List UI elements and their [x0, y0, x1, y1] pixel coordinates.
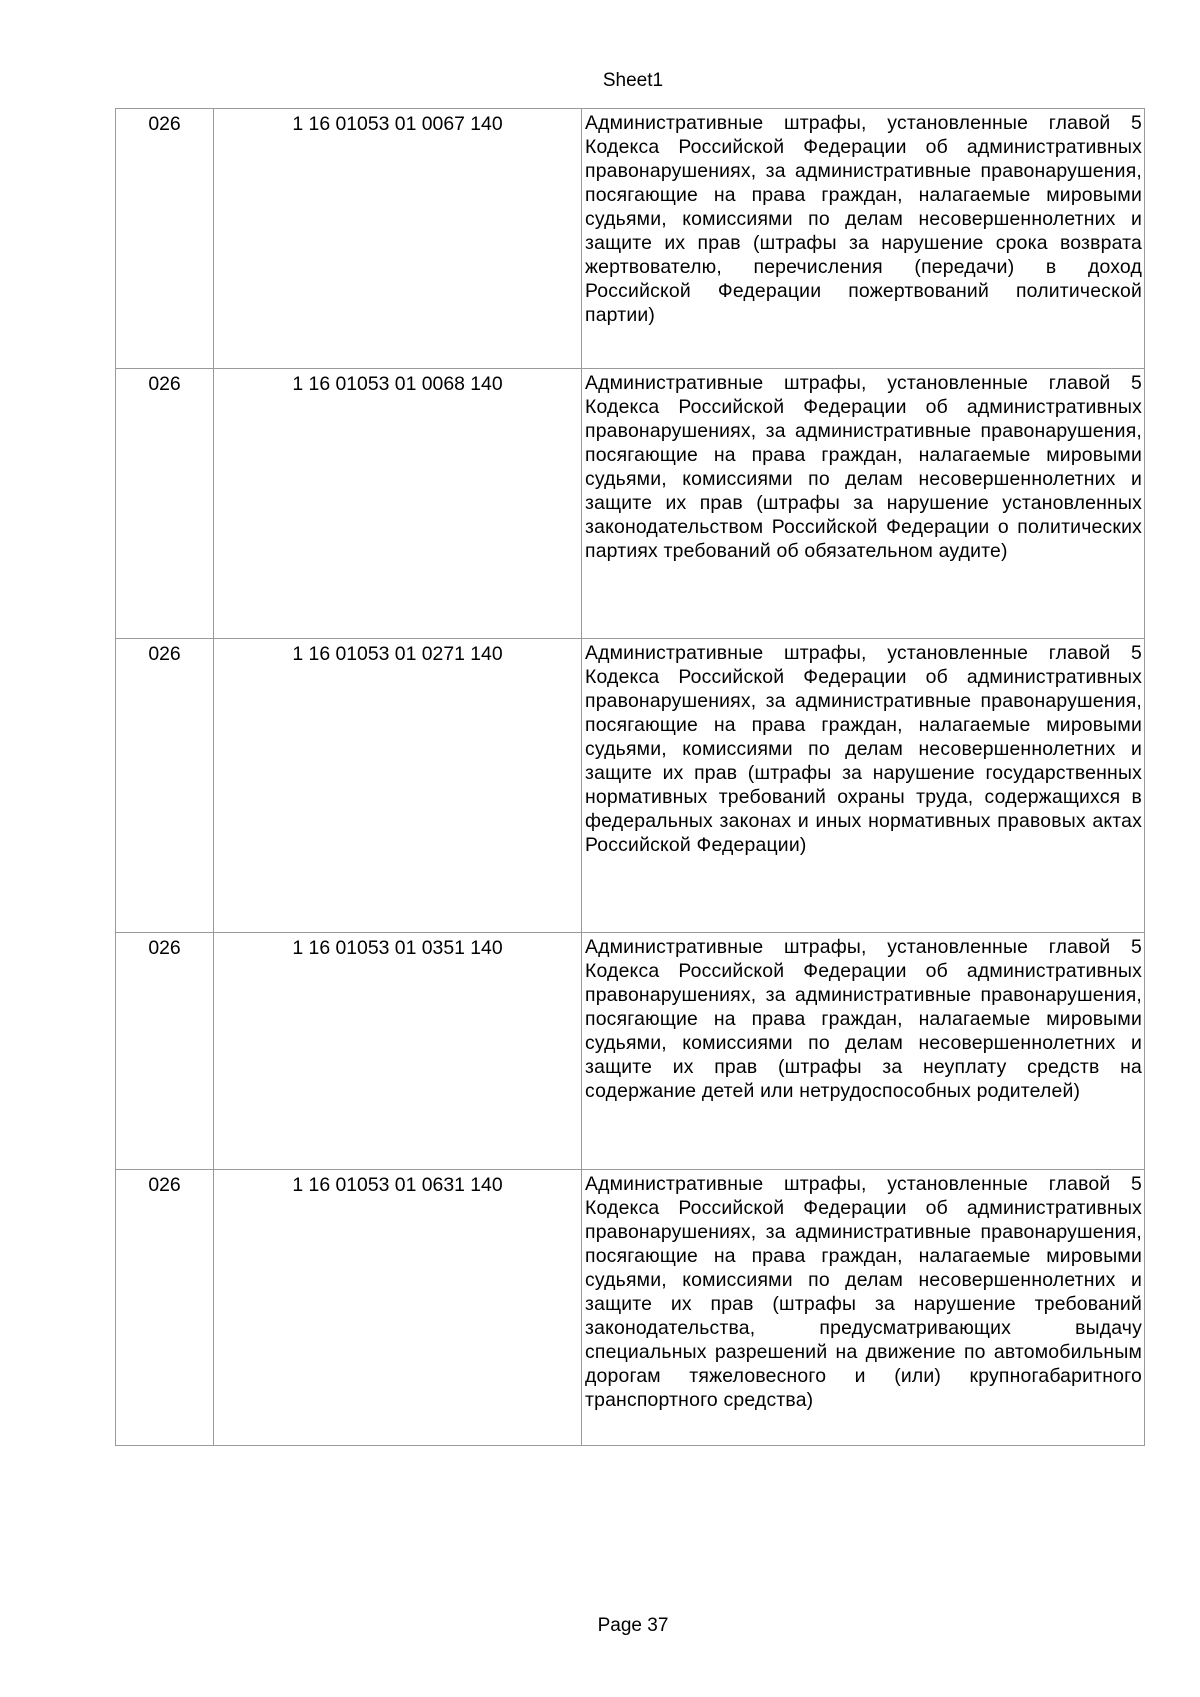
admin-code-cell: 026 — [116, 933, 214, 1170]
admin-code-cell: 026 — [116, 369, 214, 639]
kbk-code-cell: 1 16 01053 01 0067 140 — [214, 109, 582, 369]
page-number: Page 37 — [597, 1615, 669, 1636]
kbk-code-cell: 1 16 01053 01 0351 140 — [214, 933, 582, 1170]
table-row — [116, 109, 1145, 369]
budget-classification-table — [115, 108, 1145, 1446]
description-cell: Административные штрафы, установленные главой 5 Кодекса Российской Федерации об административных правонарушениях, за административные правонарушения, посягающие на права граждан, налагаемые мировыми судьями, комиссиями по делам несовершеннолетних и защите их прав (штрафы за нарушение установленных законодательством Российской Федерации о политических партиях требований об обязательном аудите) — [582, 369, 1145, 639]
sheet-title: Sheet1 — [602, 70, 664, 91]
admin-code-cell: 026 — [116, 1170, 214, 1446]
kbk-code-cell: 1 16 01053 01 0068 140 — [214, 369, 582, 639]
table-row — [116, 369, 1145, 639]
admin-code-cell: 026 — [116, 639, 214, 933]
description-cell: Административные штрафы, установленные главой 5 Кодекса Российской Федерации об административных правонарушениях, за административные правонарушения, посягающие на права граждан, налагаемые мировыми судьями, комиссиями по делам несовершеннолетних и защите их прав (штрафы за неуплату средств на содержание детей или нетрудоспособных родителей) — [582, 933, 1145, 1170]
kbk-code-cell: 1 16 01053 01 0631 140 — [214, 1170, 582, 1446]
kbk-code-cell: 1 16 01053 01 0271 140 — [214, 639, 582, 933]
table-row — [116, 933, 1145, 1170]
description-cell: Административные штрафы, установленные главой 5 Кодекса Российской Федерации об административных правонарушениях, за административные правонарушения, посягающие на права граждан, налагаемые мировыми судьями, комиссиями по делам несовершеннолетних и защите их прав (штрафы за нарушение государственных нормативных требований охраны труда, содержащихся в федеральных законах и иных нормативных правовых актах Российской Федерации) — [582, 639, 1145, 933]
table-row — [116, 1170, 1145, 1446]
description-cell: Административные штрафы, установленные главой 5 Кодекса Российской Федерации об административных правонарушениях, за административные правонарушения, посягающие на права граждан, налагаемые мировыми судьями, комиссиями по делам несовершеннолетних и защите их прав (штрафы за нарушение срока возврата жертвователю, перечисления (передачи) в доход Российской Федерации пожертвований политической партии) — [582, 109, 1145, 369]
description-cell: Административные штрафы, установленные главой 5 Кодекса Российской Федерации об административных правонарушениях, за административные правонарушения, посягающие на права граждан, налагаемые мировыми судьями, комиссиями по делам несовершеннолетних и защите их прав (штрафы за нарушение требований законодательства, предусматривающих выдачу специальных разрешений на движение по автомобильным дорогам тяжеловесного и (или) крупногабаритного транспортного средства) — [582, 1170, 1145, 1446]
admin-code-cell: 026 — [116, 109, 214, 369]
table-row — [116, 639, 1145, 933]
